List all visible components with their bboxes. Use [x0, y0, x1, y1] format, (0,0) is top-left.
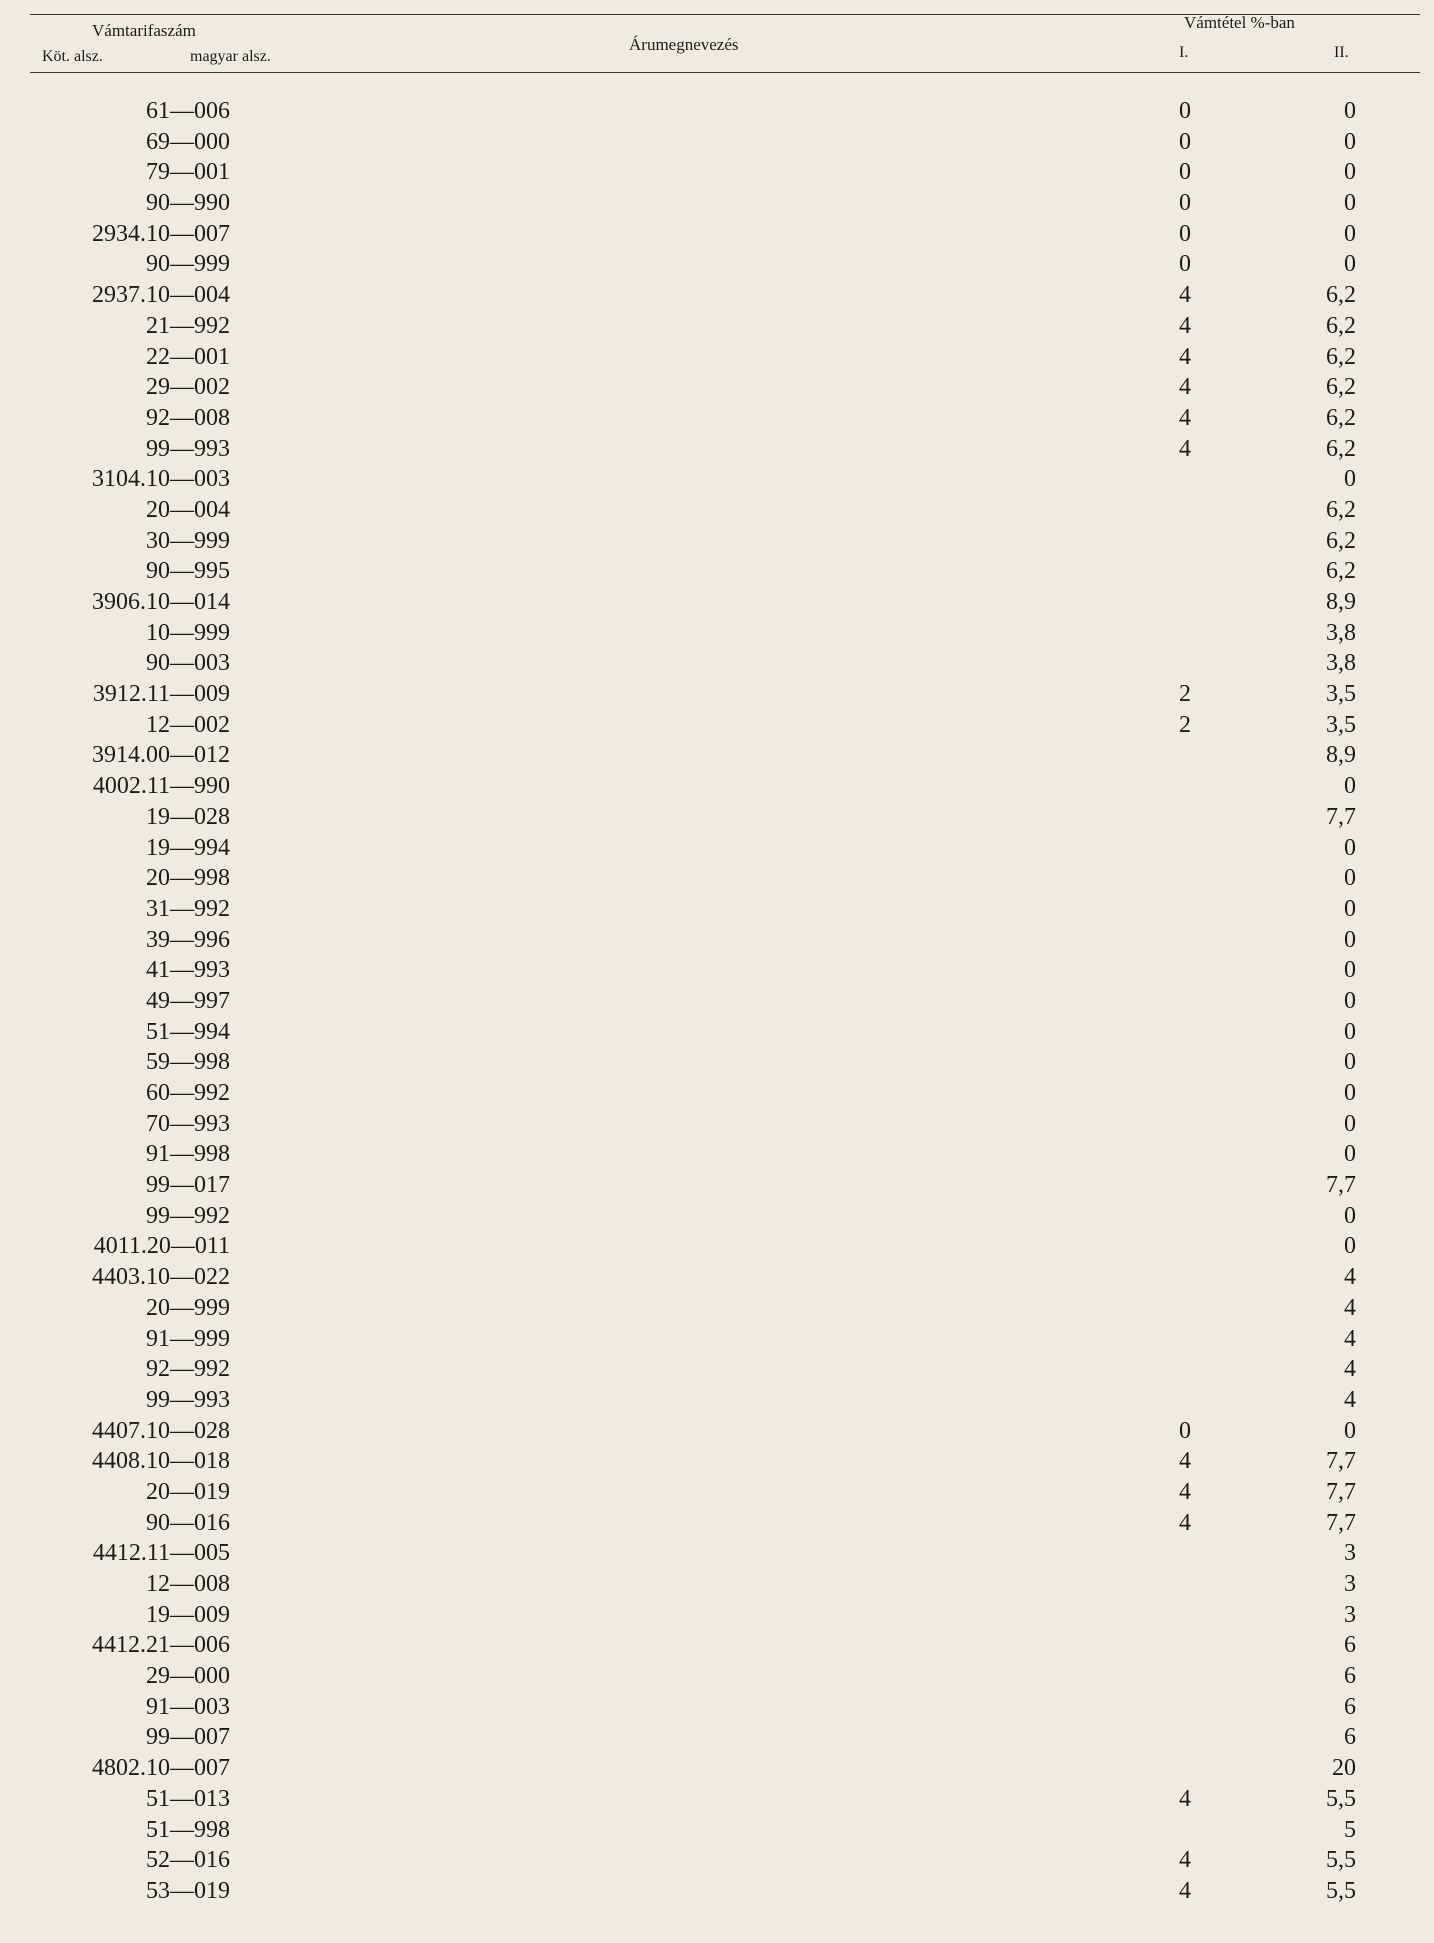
tariff-code: 99—993: [146, 435, 230, 462]
tariff-code: 20—004: [146, 496, 230, 523]
tariff-code: 51—013: [146, 1785, 230, 1812]
rate-ii-value: 0: [1344, 128, 1356, 155]
table-row: [0, 188, 1434, 219]
table-row: [0, 1661, 1434, 1692]
tariff-code: 79—001: [146, 159, 230, 186]
rate-i-value: 0: [1179, 190, 1191, 217]
tariff-code: 49—997: [146, 987, 230, 1014]
table-row: [0, 403, 1434, 434]
rate-ii-value: 0: [1344, 987, 1356, 1014]
rate-ii-value: 0: [1344, 773, 1356, 800]
tariff-code: 99—017: [146, 1172, 230, 1199]
table-row: [0, 1477, 1434, 1508]
rate-ii-value: 4: [1344, 1325, 1356, 1352]
rate-i-value: 4: [1179, 1785, 1191, 1812]
table-row: [0, 771, 1434, 802]
rate-ii-value: 0: [1344, 1233, 1356, 1260]
rate-i-value: 4: [1179, 1448, 1191, 1475]
table-row: [0, 925, 1434, 956]
tariff-code: 29—000: [146, 1663, 230, 1690]
tariff-code: 20—998: [146, 865, 230, 892]
table-row: [0, 464, 1434, 495]
rate-ii-value: 3,8: [1326, 619, 1356, 646]
header-code-group: Vámtarifaszám: [92, 21, 196, 40]
tariff-code: 20—019: [146, 1478, 230, 1505]
rate-i-value: 0: [1179, 98, 1191, 124]
table-row: [0, 1753, 1434, 1784]
tariff-code: 92—992: [146, 1356, 230, 1383]
rate-ii-value: 0: [1344, 1417, 1356, 1444]
table-row: [0, 526, 1434, 557]
table-row: [0, 1262, 1434, 1293]
rate-ii-value: 5,5: [1326, 1847, 1356, 1874]
table-row: [0, 342, 1434, 373]
tariff-code: 51—998: [146, 1816, 230, 1843]
table-row: [0, 1692, 1434, 1723]
tariff-code: 92—008: [146, 404, 230, 431]
rate-ii-value: 6,2: [1326, 496, 1356, 523]
tariff-code: 19—009: [146, 1601, 230, 1628]
rate-ii-value: 3: [1344, 1571, 1356, 1597]
table-row: [0, 1876, 1434, 1907]
table-row: [0, 679, 1434, 710]
rate-ii-value: 6,2: [1326, 312, 1356, 339]
table-row: [0, 1170, 1434, 1201]
rate-ii-value: 6,2: [1326, 527, 1356, 554]
tariff-table-body: [0, 96, 1434, 1907]
rate-ii-value: 6,2: [1326, 558, 1356, 585]
table-row: [0, 1722, 1434, 1753]
rate-i-value: 4: [1179, 1478, 1191, 1505]
rate-i-value: 4: [1179, 1509, 1191, 1536]
tariff-code: 4412.21—006: [92, 1632, 230, 1659]
table-row: [0, 833, 1434, 864]
tariff-code: 30—999: [146, 527, 230, 554]
tariff-code: 4002.11—990: [92, 773, 230, 800]
table-row: [0, 648, 1434, 679]
rate-ii-value: 5,5: [1326, 1877, 1356, 1904]
rate-ii-value: 3,5: [1326, 711, 1356, 738]
table-row: [0, 1508, 1434, 1539]
rate-ii-value: 0: [1344, 1049, 1356, 1076]
table-row: [0, 311, 1434, 342]
table-row: [0, 372, 1434, 403]
tariff-code: 29—002: [146, 374, 230, 401]
table-row: [0, 710, 1434, 741]
tariff-code: 41—993: [146, 957, 230, 984]
rate-i-value: 2: [1179, 681, 1191, 708]
table-row: [0, 219, 1434, 250]
tariff-code: 4403.10—022: [92, 1264, 230, 1291]
rate-ii-value: 0: [1344, 1080, 1356, 1106]
rate-i-value: 4: [1179, 1847, 1191, 1874]
rate-ii-value: 0: [1344, 220, 1356, 247]
table-row: [0, 556, 1434, 587]
header-code-kot: Köt. alsz.: [42, 48, 103, 65]
tariff-code: 52—016: [146, 1847, 230, 1874]
tariff-code: 99—992: [146, 1202, 230, 1229]
rate-i-value: 4: [1179, 404, 1191, 431]
tariff-code: 90—990: [146, 190, 230, 217]
table-row: [0, 1784, 1434, 1815]
tariff-code: 61—006: [146, 98, 230, 124]
tariff-code: 2937.10—004: [92, 282, 230, 309]
table-row: [0, 127, 1434, 158]
rate-ii-value: 6: [1344, 1693, 1356, 1720]
table-row: [0, 618, 1434, 649]
tariff-code: 4407.10—028: [92, 1417, 230, 1444]
table-row: [0, 1324, 1434, 1355]
rate-i-value: 4: [1179, 343, 1191, 370]
table-row: [0, 1446, 1434, 1477]
rate-i-value: 4: [1179, 435, 1191, 462]
tariff-code: 91—003: [146, 1693, 230, 1720]
table-row: [0, 1385, 1434, 1416]
rate-ii-value: 7,7: [1326, 1509, 1356, 1536]
rate-ii-value: 6,2: [1326, 404, 1356, 431]
table-row: [0, 1416, 1434, 1447]
rate-ii-value: 0: [1344, 1018, 1356, 1045]
table-row: [0, 1815, 1434, 1846]
rate-i-value: 0: [1179, 159, 1191, 186]
table-row: [0, 1139, 1434, 1170]
tariff-code: 90—016: [146, 1509, 230, 1536]
rate-ii-value: 7,7: [1326, 1448, 1356, 1475]
table-row: [0, 249, 1434, 280]
rate-ii-value: 6,2: [1326, 343, 1356, 370]
table-row: [0, 1845, 1434, 1876]
table-row: [0, 157, 1434, 188]
table-row: [0, 986, 1434, 1017]
tariff-code: 10—999: [146, 619, 230, 646]
tariff-code: 99—993: [146, 1386, 230, 1413]
table-row: [0, 1047, 1434, 1078]
tariff-code: 53—019: [146, 1877, 230, 1904]
tariff-code: 90—999: [146, 251, 230, 278]
tariff-code: 19—028: [146, 803, 230, 830]
tariff-code: 91—998: [146, 1141, 230, 1168]
table-row: [0, 434, 1434, 465]
rate-i-value: 4: [1179, 312, 1191, 339]
table-row: [0, 280, 1434, 311]
table-row: [0, 1078, 1434, 1109]
rate-ii-value: 0: [1344, 865, 1356, 892]
rate-ii-value: 7,7: [1326, 803, 1356, 830]
table-row: [0, 1569, 1434, 1600]
rate-ii-value: 3,5: [1326, 681, 1356, 708]
rate-ii-value: 8,9: [1326, 589, 1356, 615]
rate-ii-value: 6,2: [1326, 435, 1356, 462]
rate-ii-value: 0: [1344, 1202, 1356, 1229]
rate-ii-value: 6: [1344, 1663, 1356, 1690]
table-row: [0, 802, 1434, 833]
header-code-magyar: magyar alsz.: [190, 48, 271, 65]
table-row: [0, 495, 1434, 526]
rate-ii-value: 0: [1344, 895, 1356, 922]
tariff-code: 31—992: [146, 895, 230, 922]
tariff-code: 12—002: [146, 711, 230, 738]
rate-ii-value: 3: [1344, 1601, 1356, 1628]
table-row: [0, 894, 1434, 925]
header-rate-ii: II.: [1334, 44, 1349, 61]
header-rate-i: I.: [1179, 44, 1189, 61]
header-rate-group: Vámtétel %-ban: [1184, 13, 1295, 32]
table-row: [0, 587, 1434, 618]
table-row: [0, 1600, 1434, 1631]
rate-i-value: 0: [1179, 220, 1191, 247]
table-row: [0, 740, 1434, 771]
table-row: [0, 1231, 1434, 1262]
rate-i-value: 4: [1179, 374, 1191, 401]
tariff-code: 19—994: [146, 834, 230, 861]
rate-ii-value: 0: [1344, 159, 1356, 186]
tariff-code: 3104.10—003: [92, 466, 230, 493]
rate-ii-value: 0: [1344, 957, 1356, 984]
tariff-code: 3914.00—012: [92, 742, 230, 769]
rate-ii-value: 4: [1344, 1386, 1356, 1413]
tariff-code: 4802.10—007: [92, 1755, 230, 1782]
rate-ii-value: 0: [1344, 251, 1356, 278]
rate-ii-value: 20: [1332, 1755, 1356, 1782]
table-row: [0, 1201, 1434, 1232]
rate-ii-value: 0: [1344, 834, 1356, 861]
rate-ii-value: 3: [1344, 1540, 1356, 1567]
tariff-code: 90—003: [146, 650, 230, 677]
tariff-code: 39—996: [146, 926, 230, 953]
tariff-code: 90—995: [146, 558, 230, 585]
tariff-code: 51—994: [146, 1018, 230, 1045]
tariff-code: 3912.11—009: [92, 681, 230, 708]
tariff-code: 4011.20—011: [93, 1233, 230, 1260]
rate-ii-value: 0: [1344, 466, 1356, 493]
rate-ii-value: 0: [1344, 98, 1356, 124]
rate-ii-value: 6: [1344, 1724, 1356, 1751]
tariff-code: 70—993: [146, 1110, 230, 1137]
table-row: [0, 1109, 1434, 1140]
rate-i-value: 2: [1179, 711, 1191, 738]
rate-ii-value: 5,5: [1326, 1785, 1356, 1812]
table-row: [0, 1538, 1434, 1569]
rate-ii-value: 7,7: [1326, 1478, 1356, 1505]
table-row: [0, 1017, 1434, 1048]
tariff-code: 21—992: [146, 312, 230, 339]
tariff-code: 2934.10—007: [92, 220, 230, 247]
tariff-code: 60—992: [146, 1080, 230, 1106]
header-description: Árumegnevezés: [629, 35, 739, 54]
table-row: [0, 1293, 1434, 1324]
table-row: [0, 1354, 1434, 1385]
tariff-code: 91—999: [146, 1325, 230, 1352]
rate-i-value: 4: [1179, 282, 1191, 309]
rate-i-value: 4: [1179, 1877, 1191, 1904]
rate-ii-value: 0: [1344, 1110, 1356, 1137]
rate-i-value: 0: [1179, 1417, 1191, 1444]
table-row: [0, 96, 1434, 127]
rate-ii-value: 4: [1344, 1294, 1356, 1321]
table-row: [0, 955, 1434, 986]
rate-ii-value: 6,2: [1326, 374, 1356, 401]
rate-ii-value: 6: [1344, 1632, 1356, 1659]
rate-ii-value: 3,8: [1326, 650, 1356, 677]
tariff-code: 3906.10—014: [92, 589, 230, 615]
rate-i-value: 0: [1179, 251, 1191, 278]
tariff-code: 99—007: [146, 1724, 230, 1751]
rate-ii-value: 0: [1344, 1141, 1356, 1168]
rate-ii-value: 0: [1344, 926, 1356, 953]
rate-ii-value: 0: [1344, 190, 1356, 217]
tariff-code: 20—999: [146, 1294, 230, 1321]
rate-ii-value: 6,2: [1326, 282, 1356, 309]
rate-i-value: 0: [1179, 128, 1191, 155]
tariff-code: 12—008: [146, 1571, 230, 1597]
table-row: [0, 1630, 1434, 1661]
rate-ii-value: 4: [1344, 1264, 1356, 1291]
tariff-code: 69—000: [146, 128, 230, 155]
rate-ii-value: 7,7: [1326, 1172, 1356, 1199]
rate-ii-value: 5: [1344, 1816, 1356, 1843]
tariff-code: 4408.10—018: [92, 1448, 230, 1475]
tariff-code: 59—998: [146, 1049, 230, 1076]
tariff-code: 22—001: [146, 343, 230, 370]
rate-ii-value: 8,9: [1326, 742, 1356, 769]
rate-ii-value: 4: [1344, 1356, 1356, 1383]
table-row: [0, 863, 1434, 894]
header-rule: [30, 72, 1420, 73]
tariff-code: 4412.11—005: [92, 1540, 230, 1567]
